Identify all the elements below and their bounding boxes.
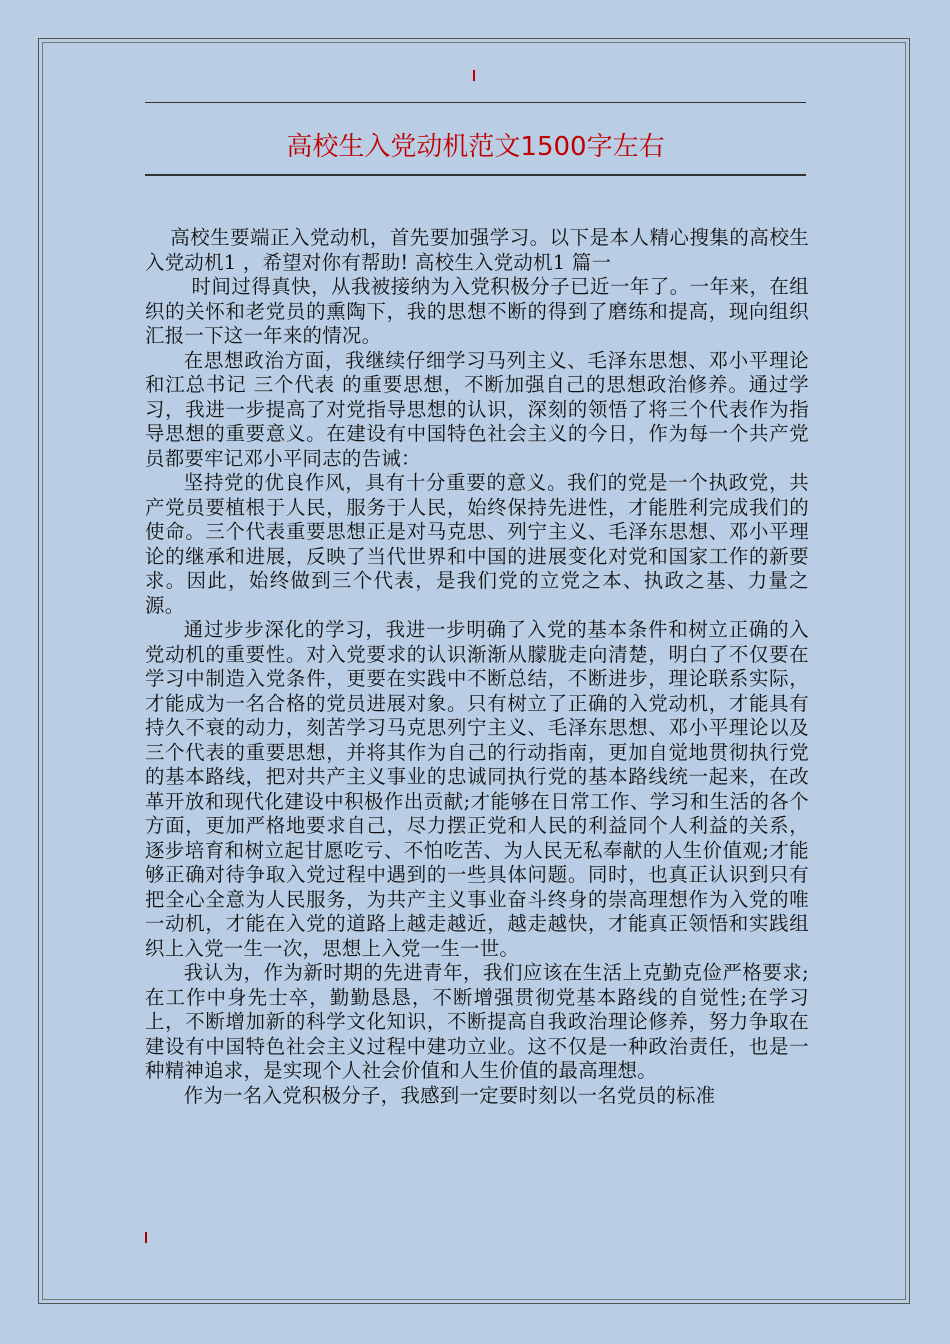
body-paragraph: 在思想政治方面，我继续仔细学习马列主义、毛泽东思想、邓小平理论和江总书记 三个代表 的重要思想，不断加强自己的思想政治修养。通过学习，我进一步提高了对党指导思想的认识，深刻的领悟了将三个代表作为指导思想的重要意义。在建设有中国特色社会主义的今日，作为每一个共产党员都要牢记邓小平同志的告诫： (145, 348, 809, 470)
body-paragraph: 作为一名入党积极分子，我感到一定要时刻以一名党员的标准 (183, 1083, 716, 1107)
header-mark (473, 70, 475, 81)
body-paragraph: 高校生要端正入党动机，首先要加强学习。以下是本人精心搜集的高校生入党动机1 ，希望对你有帮助! 高校生入党动机1 篇一 (145, 226, 809, 274)
body-paragraph: 坚持党的优良作风，具有十分重要的意义。我们的党是一个执政党，共产党员要植根于人民，服务于人民，始终保持先进性，才能胜利完成我们的使命。三个代表重要思想正是对马克思、列宁主义、毛泽东思想、邓小平理论的继承和进展，反映了当代世界和中国的进展变化对党和国家工作的新要求。因此，始终做到三个代表，是我们党的立党之本、执政之基、力量之源。 (145, 471, 809, 617)
body-paragraph: 通过步步深化的学习，我进一步明确了入党的基本条件和树立正确的入党动机的重要性。对入党要求的认识渐渐从朦胧走向清楚，明白了不仅要在学习中制造入党条件，更要在实践中不断总结，不断进步，理论联系实际，才能成为一名合格的党员进展对象。只有树立了正确的入党动机，才能具有持久不衰的动力，刻苦学习马克思列宁主义、毛泽东思想、邓小平理论以及三个代表的重要思想，并将其作为自己的行动指南，更加自觉地贯彻执行党的基本路线，把对共产主义事业的忠诚同执行党的基本路线统一起来，在改革开放和现代化建设中积极作出贡献;才能够在日常工作、学习和生活的各个方面，更加严格地要求自己，尽力摆正党和人民的利益同个人利益的关系，逐步培育和树立起甘愿吃亏、不怕吃苦、为人民无私奉献的人生价值观;才能够正确对待争取入党过程中遇到的一些具体问题。同时，也真正认识到只有把全心全意为人民服务，为共产主义事业奋斗终身的崇高理想作为入党的唯一动机，才能在入党的道路上越走越近，越走越快，才能真正领悟和实践组织上入党一生一次，思想上入党一生一世。 (145, 618, 809, 960)
document-body (145, 226, 809, 1108)
footer-mark (145, 1232, 147, 1243)
header-rule (145, 102, 806, 103)
body-paragraph: 我认为，作为新时期的先进青年，我们应该在生活上克勤克俭严格要求;在工作中身先士卒，勤勤恳恳，不断增强贯彻党基本路线的自觉性;在学习上，不断增加新的科学文化知识，不断提高自我政治理论修养，努力争取在建设有中国特色社会主义过程中建功立业。这不仅是一种政治责任，也是一种精神追求，是实现个人社会价值和人生价值的最高理想。 (145, 961, 809, 1082)
title-rule (145, 174, 806, 176)
document-title: 高校生入党动机范文1500字左右 (286, 132, 665, 162)
body-paragraph: 时间过得真快，从我被接纳为入党积极分子已近一年了。一年来，在组织的关怀和老党员的熏陶下，我的思想不断的得到了磨练和提高，现向组织汇报一下这一年来的情况。 (145, 275, 809, 347)
